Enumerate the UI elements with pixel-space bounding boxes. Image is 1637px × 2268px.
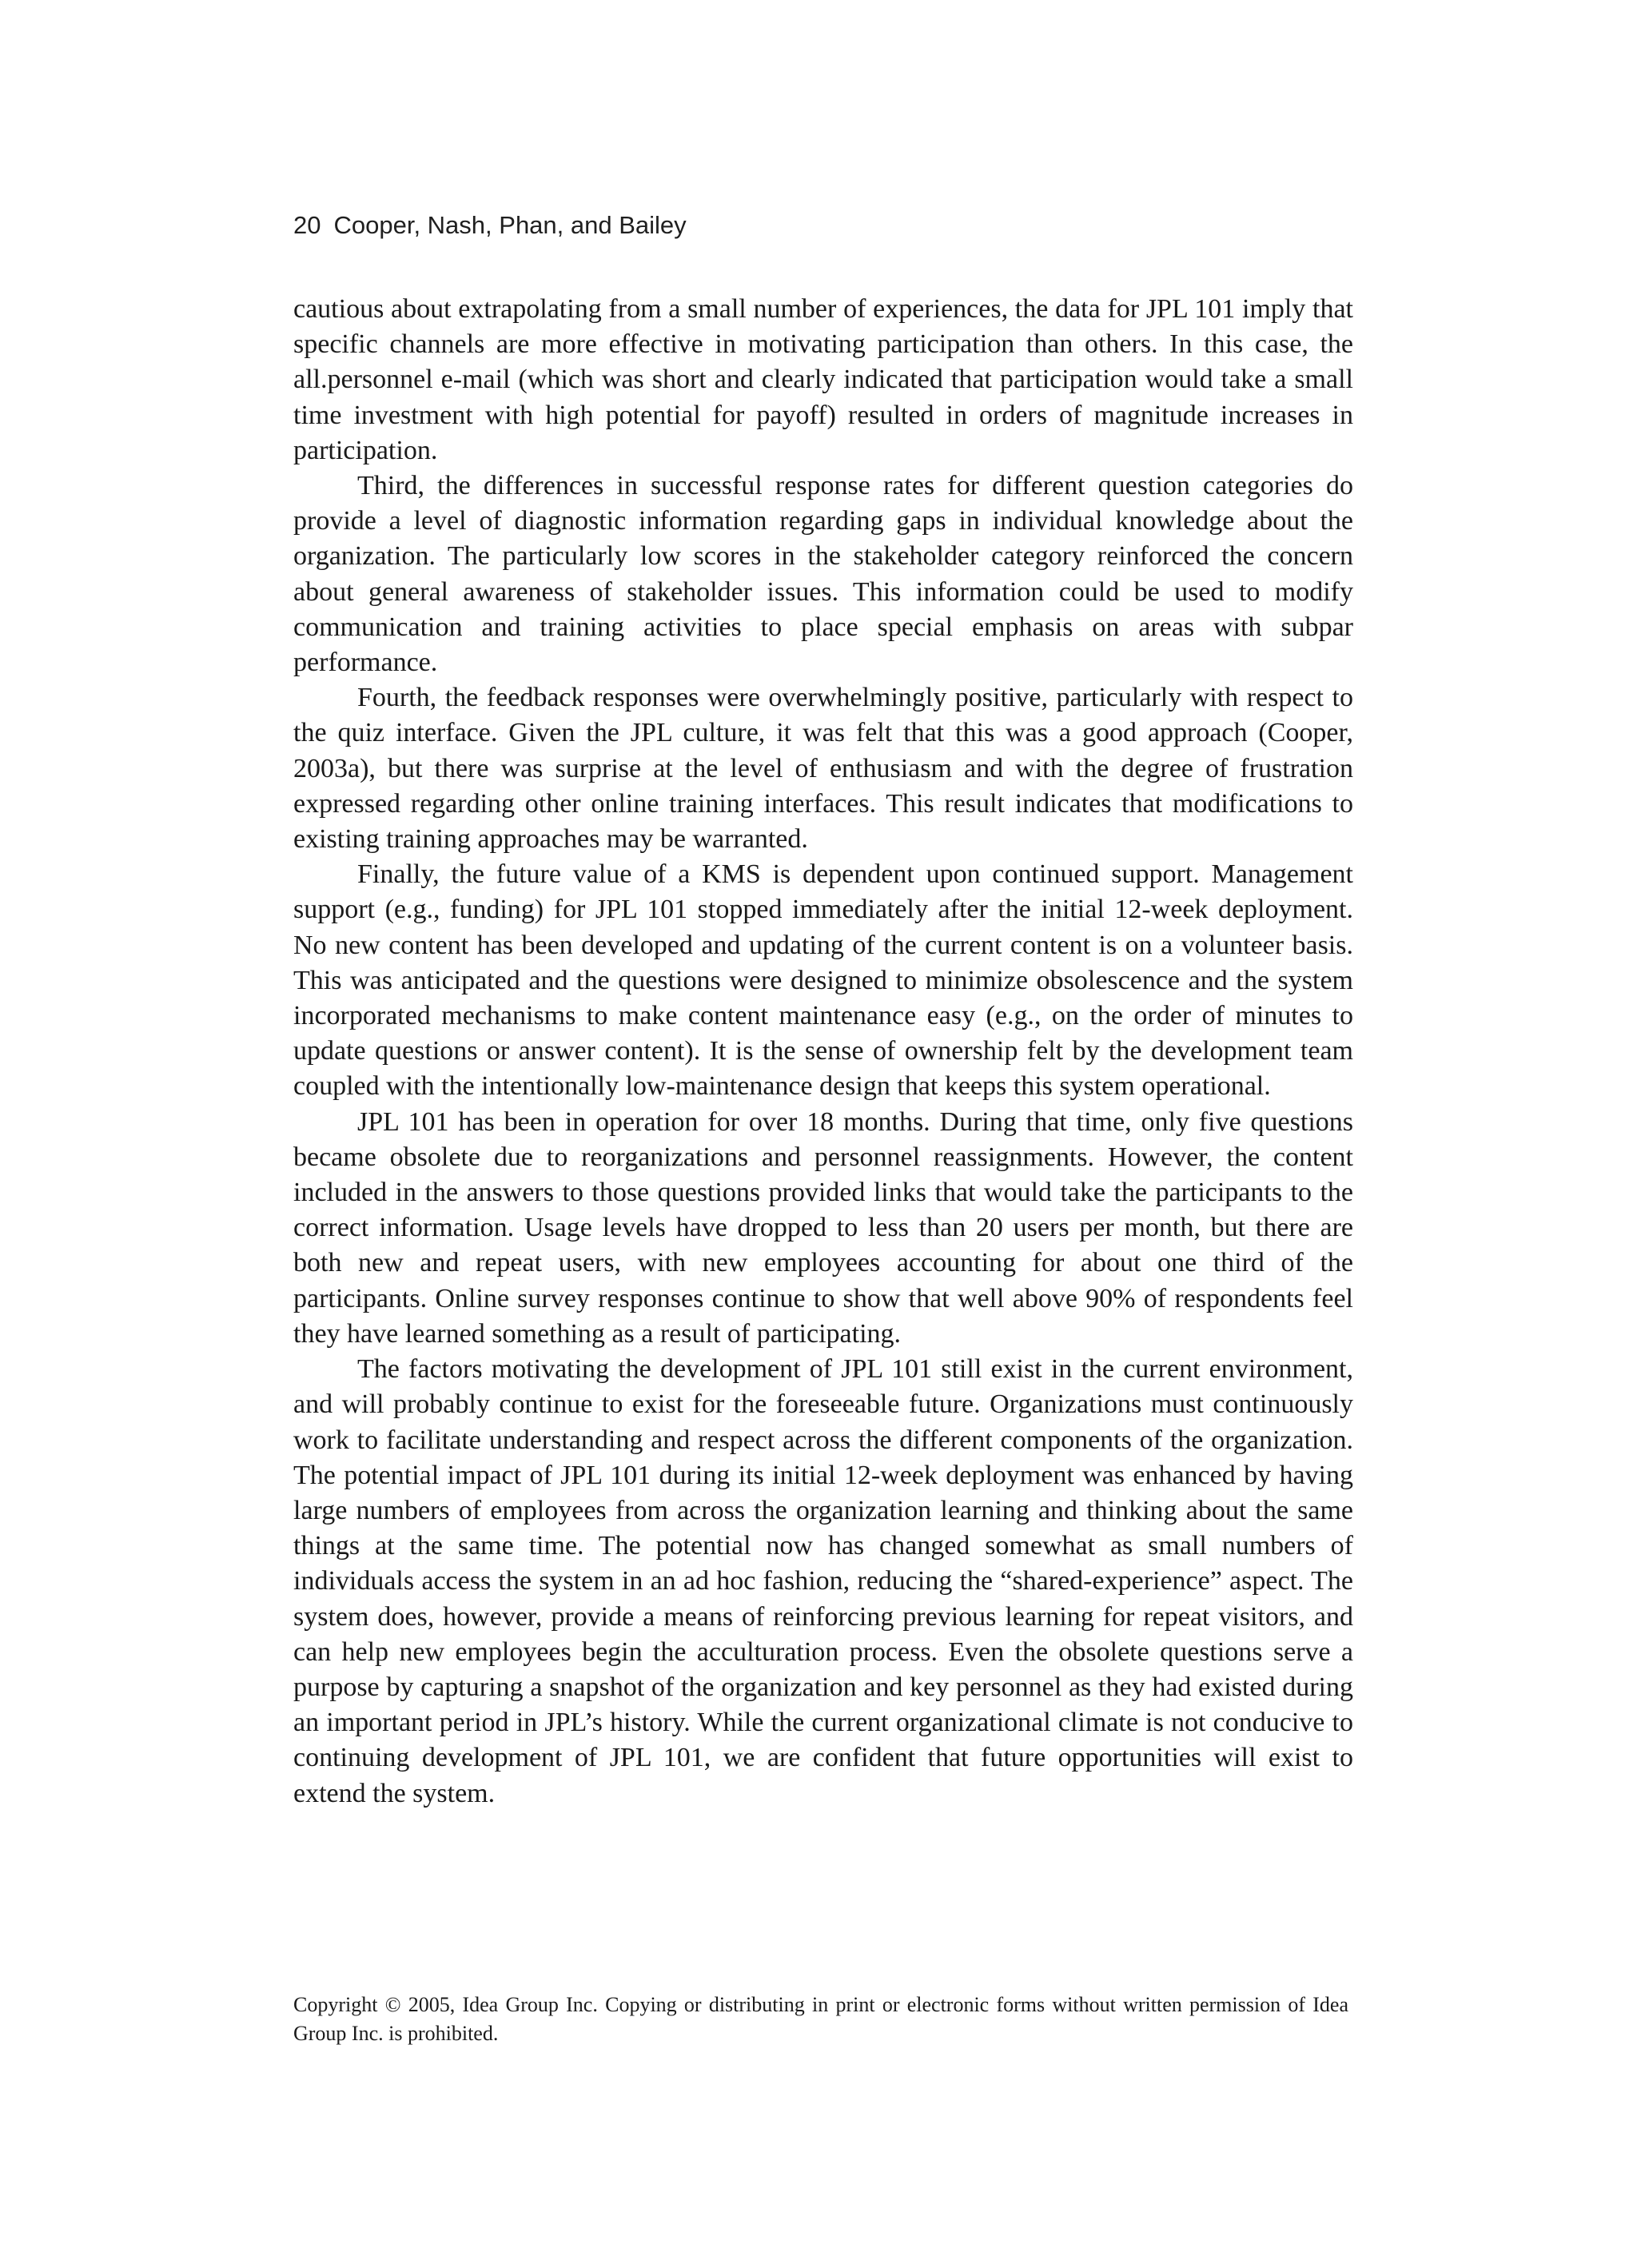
page-number: 20 (293, 211, 321, 239)
running-title: Cooper, Nash, Phan, and Bailey (333, 211, 687, 239)
paragraph-operation: JPL 101 has been in operation for over 18 months. During that time, only five questions became obsolete due to reorganizations and personnel reassignments. However, the content included in the answers to those questions provided links that would take the participants to the correct information. Usage levels have dropped to less than 20 users per month, but there are both new and repeat users, with new employees accounting for about one third of the participants. Online survey responses continue to show that well above 90% of respondents feel they have learned something as a result of participating. (293, 1106, 1353, 1349)
paragraph-third: Third, the differences in successful response rates for different question categories do provide a level of diagnostic information regarding gaps in individual knowledge about the organization. The particularly low scores in the stakeholder category reinforced the concern about general awareness of stakeholder issues. This information could be used to modify communication and training activities to place special emphasis on areas with subpar performance. (293, 471, 1353, 678)
running-header (293, 209, 687, 241)
paragraph-factors: The factors motivating the development of JPL 101 still exist in the current environment, and will probably continue to exist for the foreseeable future. Organizations must continuously work to facilitate understanding and respect across the different components of the organization. The potential impact of JPL 101 during its initial 12-week deployment was enhanced by having large numbers of employees from across the organization learning and thinking about the same things at the same time. The potential now has changed somewhat as small numbers of individuals access the system in an ad hoc fashion, reducing the “shared-experience” aspect. The system does, however, provide a means of reinforcing previous learning for repeat visitors, and can help new employees begin the acculturation process. Even the obsolete questions serve a purpose by capturing a snapshot of the organization and key personnel as they had existed during an important period in JPL’s history. While the current organizational climate is not conducive to continuing development of JPL 101, we are confident that future opportunities will exist to extend the system. (293, 1354, 1353, 1808)
copyright-notice: Copyright © 2005, Idea Group Inc. Copying or distributing in print or electronic forms without written permission of Idea Group Inc. is prohibited. (293, 1993, 1348, 2045)
paragraph-continued: cautious about extrapolating from a small number of experiences, the data for JPL 101 imply that specific channels are more effective in motivating participation than others. In this case, the all.personnel e-mail (which was short and clearly indicated that participation would take a small time investment with high potential for payoff) resulted in orders of magnitude increases in participation. (293, 294, 1353, 465)
body-text (293, 292, 1353, 1812)
paragraph-finally: Finally, the future value of a KMS is dependent upon continued support. Management support (e.g., funding) for JPL 101 stopped immediately after the initial 12-week deployment. No new content has been developed and updating of the current content is on a volunteer basis. This was anticipated and the questions were designed to minimize obsolescence and the system incorporated mechanisms to make content maintenance easy (e.g., on the order of minutes to update questions or answer content). It is the sense of ownership felt by the development team coupled with the intentionally low-maintenance design that keeps this system operational. (293, 859, 1353, 1102)
paragraph-fourth: Fourth, the feedback responses were overwhelmingly positive, particularly with respect to the quiz interface. Given the JPL culture, it was felt that this was a good approach (Cooper, 2003a), but there was surprise at the level of enthusiasm and with the degree of frustration expressed regarding other online training interfaces. This result indicates that modifications to existing training approaches may be warranted. (293, 683, 1353, 855)
